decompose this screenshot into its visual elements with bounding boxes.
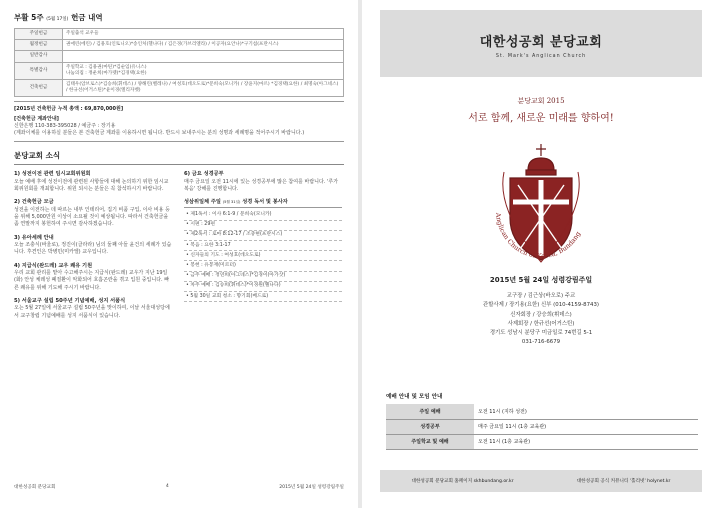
news-item: [14, 170, 172, 193]
page-number: 4: [165, 484, 169, 489]
worship-time: 오전 11시 (1층 교육관): [474, 434, 698, 449]
motto: 서로 함께, 새로운 미래를 향하여!: [468, 113, 614, 124]
news-body: 우리 교회 관리를 맡아 수고해주시는 지급식(완드레) 교우가 지난 19일(화) 안성 체레성 폐질환이 악화되어 호흡곤란을 겪고 입원 중입니다. 빠른 쾌유를 위해 기도해 주시기 바랍니다.: [14, 270, 170, 291]
news-body: 오늘 조충식(바울로), 정진이(클라라) 님의 둘째 아들 윤건의 세례가 있습니다. 후견인은 박병민(미카엘) 교우입니다.: [14, 242, 172, 256]
worship-name: 주일 예배: [386, 404, 474, 419]
worship-time: 오전 11시 (지하 성전): [474, 404, 698, 419]
worship-row: [386, 404, 698, 419]
clergy-line: 031-716-6679: [521, 339, 561, 346]
worship-time: 매주 금요일 11시 (1층 교육관): [474, 419, 698, 434]
left-footer: [14, 484, 344, 490]
offering-label: 특별감사: [15, 62, 63, 79]
news-heading: 5) 서울교구 설립 50주년 기념예배, 성지 서품식: [14, 297, 126, 304]
emblem-text: Anglican Church of Korea, Bundang: [494, 212, 583, 261]
offering-value: 권애린(에린) / 김용호(인토니오)*송인처(헬나다) / 김은경(가브리엘라) / 이공자(요안나)*구기섭(프란시스): [63, 40, 344, 51]
clergy-line: 관할사제 / 장기용(요한) 신부 (010-4159-8743): [483, 302, 599, 309]
news-title: 분당교회 소식: [14, 150, 344, 165]
offering-table: [14, 28, 344, 97]
news-heading: 2) 건축헌금 모금: [14, 199, 54, 206]
schedule-item: • 차주 예배 : 김승희(휘데스)*이경원(헬나다): [184, 282, 342, 292]
schedule-item: • 제1독서 : 이사 6:1-9 / 문희숙(모니카): [184, 210, 342, 220]
building-fund-box: [14, 101, 344, 142]
news-heading: 4) 지급식(완드레) 교우 쾌유 기원: [14, 262, 93, 269]
footer-date: 2015년 5월 24일 성령강림주일: [279, 485, 344, 490]
account-line: 신한은행 110-383-395028 / 예금주 : 장기용: [14, 123, 116, 130]
offering-row: [15, 79, 344, 96]
offering-value: 김태우(암브로스)*김승희(휘데스) / 양해린(벨레나) / 여성호(데오도로)*문희숙(모니카) / 장윤지(마르) *김경택(요한) / 최명숙(아그네스) / 한규선(어거스틴)*윤이경(엘리자벳): [63, 79, 344, 96]
schedule-item: • 제2독서 : 로마 8:12-17 / 조충현(프란시스): [184, 231, 342, 241]
offering-value: 주일학교 : 김용권(마틴)*김순임(유니스) 나눔의집 : 정운희(마가렛)*김경택(요한): [63, 62, 344, 79]
homepage-link[interactable]: 대한성공회 분당교회 홈페이지 skhbundang.or.kr: [411, 479, 514, 484]
schedule-item: • 금주 예배 : 정연희(아그네스)*김경이(아가삿): [184, 272, 342, 282]
offering-label: 월정헌금: [15, 40, 63, 51]
news-body: 성전을 이전하는 데 따르는 내부 인테리어, 집기 비품 구입, 이사 비용 등을 위해 5,000만원 이상이 소요될 것이 예상됩니다. 따라서 건축헌금을 좀 연말까지 봉헌하여 주시면 감사하겠습니다.: [14, 206, 170, 228]
offering-title: 부활 5주 (5월 17일) 헌금 내역: [14, 13, 103, 22]
schedule-item: • 복음 : 요한 3:1-17: [184, 241, 342, 251]
worship-row: [386, 419, 698, 434]
clergy-info: [362, 292, 720, 348]
offering-row: [15, 51, 344, 62]
news-column-2: [184, 170, 342, 325]
news-column-1: [14, 170, 172, 325]
account-note: (계좌이체를 이용하실 분들은 본 건축헌금 계좌를 이용하시면 됩니다. 반드시 보내주시는 분의 성명과 세례명을 적어주시기 바랍니다.): [14, 130, 305, 137]
offering-label: 일반감사: [15, 51, 63, 62]
schedule-item: • 시편 : 29편: [184, 221, 342, 231]
schedule-list: [184, 210, 342, 302]
clergy-line: 신자회장 / 강승희(휘데스): [510, 311, 572, 318]
news-item: [184, 170, 342, 193]
offering-row: [15, 29, 344, 40]
worship-name: 성경공부: [386, 419, 474, 434]
news-heading: 1) 성전이전 관련 임시교회위원회: [14, 171, 91, 178]
offering-label: 건축헌금: [15, 79, 63, 96]
news-body: 매주 금요일 오전 11시에 있는 성경공부에 많은 참여를 바랍니다. '루가 복음' 강해를 진행합니다.: [184, 178, 339, 193]
footer-church: 대한성공회 분당교회: [14, 485, 56, 490]
news-body: 오는 5월 27일에 서울교구 설립 50주년을 맞이하여, 이날 서울대성당에서 교구창립 기념예배를 성지 서품식이 있습니다.: [14, 305, 170, 319]
schedule-item: • 봉헌 : 유봉재(미르터): [184, 261, 342, 271]
news-heading: 6) 금요 성경공부: [184, 171, 224, 178]
offering-value: [63, 51, 344, 62]
right-footer: [380, 470, 702, 492]
schedule-title: 성삼위일체 주일 (5월 31일) 성경 독서 및 봉사자: [184, 198, 342, 208]
news-item: [14, 234, 172, 257]
news-heading: 3) 유아세례 안내: [14, 234, 54, 241]
worship-table: [386, 404, 698, 450]
worship-title: 예배 안내 및 모임 안내: [386, 394, 443, 400]
holynet-link[interactable]: 대한성공회 공식 커뮤니티 '홀리넷' holynet.kr: [576, 479, 671, 484]
right-page: [362, 0, 720, 508]
news-item: [14, 297, 172, 320]
offering-row: [15, 40, 344, 51]
news-item: [14, 262, 172, 292]
motto-year: 분당교회 2015: [517, 97, 565, 105]
service-date: 2015년 5월 24일 성령강림주일: [489, 276, 593, 284]
worship-row: [386, 434, 698, 449]
schedule-item: • 5월 30일 교회 청소 : 향기회(베드로): [184, 292, 342, 302]
account-title: [건축헌금 계좌안내]: [14, 116, 59, 123]
church-header: [380, 10, 702, 77]
clergy-line: 교구장 / 김근상(바오로) 주교: [506, 293, 576, 299]
news-body: 오늘 예배 후에 성전이전에 관련된 사항들에 대해 논의하기 위한 임시교회위원회를 개최합니다. 위원 되시는 분들은 꼭 참석하시기 바랍니다.: [14, 178, 169, 193]
church-name-en: St. Mark's Anglican Church: [495, 54, 587, 59]
offering-value: 주일출석 교우들: [63, 29, 344, 40]
clergy-line: 경기도 성남시 분당구 미금일로 74번길 5-1: [489, 330, 593, 337]
schedule-item: • 신자들의 기도 : 여성호(데오도로): [184, 251, 342, 261]
worship-name: 주일학교 및 예배: [386, 434, 474, 449]
left-page: [0, 0, 358, 508]
offering-row: [15, 62, 344, 79]
church-name: 대한성공회 분당교회: [479, 35, 603, 50]
building-total: [2015년 건축헌금 누적 총액 : 69,870,000원]: [14, 106, 124, 113]
church-emblem-icon: [466, 140, 616, 264]
clergy-line: 사제회장 / 한규선(어거스틴): [507, 320, 575, 327]
offering-label: 주일헌금: [15, 29, 63, 40]
news-item: [14, 198, 172, 228]
